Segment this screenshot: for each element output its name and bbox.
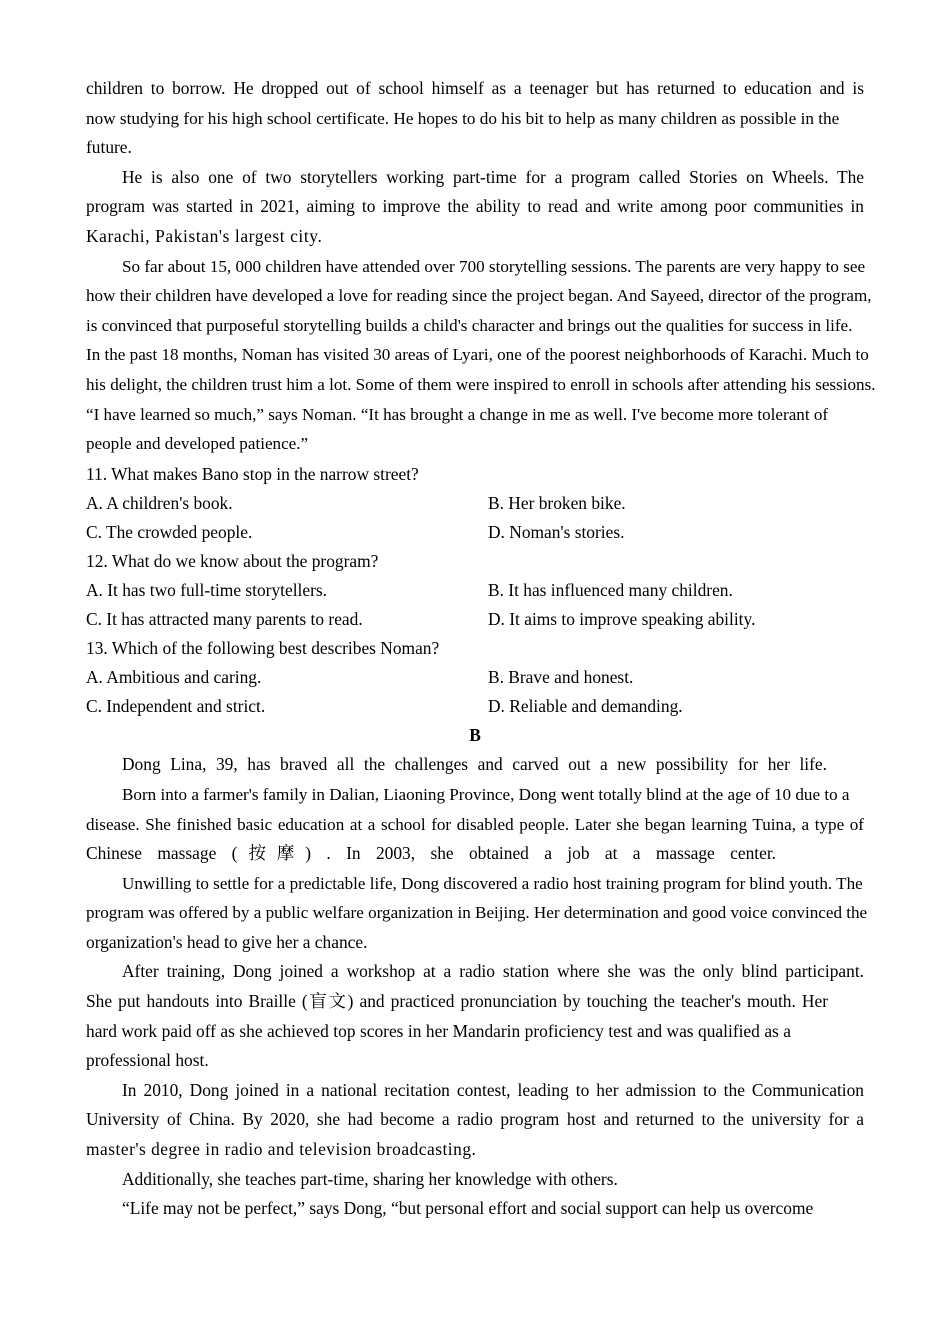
passage-a-paragraph-2 — [86, 163, 864, 252]
question-12 — [86, 547, 864, 634]
question-11-option-d[interactable]: D. Noman's stories. — [488, 521, 625, 542]
question-12-option-row-2 — [86, 605, 864, 634]
text-line: “Life may not be perfect,” says Dong, “but personal effort and social support can help us overcome — [122, 1198, 814, 1219]
question-11-stem: 11. What makes Bano stop in the narrow street? — [86, 463, 419, 484]
section-b-paragraph-3 — [86, 869, 868, 958]
question-11-option-b[interactable]: B. Her broken bike. — [488, 492, 626, 513]
question-13 — [86, 634, 864, 721]
question-12-option-d[interactable]: D. It aims to improve speaking ability. — [488, 608, 756, 629]
text-line: Dong Lina, 39, has braved all the challenges and carved out a new possibility for her life. — [122, 754, 827, 775]
text-line: hard work paid off as she achieved top scores in her Mandarin proficiency test and was qualified as a — [86, 1020, 791, 1041]
passage-a-paragraph-1 — [86, 74, 864, 163]
text-line: how their children have developed a love for reading since the project began. And Sayeed, director of the program, — [86, 286, 872, 306]
question-12-option-c[interactable]: C. It has attracted many parents to read. — [86, 608, 363, 629]
question-13-option-c[interactable]: C. Independent and strict. — [86, 695, 266, 716]
section-b-paragraph-7 — [86, 1194, 864, 1224]
question-11-option-row-1 — [86, 489, 864, 518]
text-line: After training, Dong joined a workshop at a radio station where she was the only blind participant. — [122, 961, 864, 982]
text-line: future. — [86, 137, 132, 158]
text-line: professional host. — [86, 1050, 209, 1071]
question-13-stem: 13. Which of the following best describes Noman? — [86, 637, 440, 658]
text-line: disease. She finished basic education at a school for disabled people. Later she began learning Tuina, a type of — [86, 814, 864, 834]
question-11-option-c[interactable]: C. The crowded people. — [86, 521, 253, 542]
question-13-option-row-2 — [86, 692, 864, 721]
text-line: So far about 15, 000 children have attended over 700 storytelling sessions. The parents are very happy to see — [122, 256, 866, 276]
section-b-paragraph-4 — [86, 957, 864, 1075]
text-line: Born into a farmer's family in Dalian, Liaoning Province, Dong went totally blind at the age of 10 due to a — [122, 784, 850, 804]
text-line: He is also one of two storytellers working part-time for a program called Stories on Wheels. The — [122, 166, 864, 187]
text-line: In 2010, Dong joined in a national recitation contest, leading to her admission to the Communication — [122, 1079, 864, 1100]
text-line: University of China. By 2020, she had become a radio program host and returned to the university for a — [86, 1109, 864, 1130]
question-12-option-b[interactable]: B. It has influenced many children. — [488, 579, 733, 600]
text-line: Unwilling to settle for a predictable life, Dong discovered a radio host training program for blind youth. The — [122, 873, 863, 893]
question-12-option-a[interactable]: A. It has two full-time storytellers. — [86, 579, 328, 600]
page-content — [86, 74, 876, 1224]
text-line: is convinced that purposeful storytelling builds a child's character and brings out the qualities for success in life. — [86, 315, 853, 335]
section-b-paragraph-2 — [86, 780, 864, 869]
text-line: Additionally, she teaches part-time, sharing her knowledge with others. — [122, 1168, 618, 1189]
question-11 — [86, 460, 864, 547]
passage-a-paragraph-3 — [86, 252, 876, 459]
question-11-option-row-2 — [86, 518, 864, 547]
question-12-option-row-1 — [86, 576, 864, 605]
text-line: now studying for his high school certificate. He hopes to do his bit to help as many children as possible in the — [86, 108, 840, 128]
question-12-stem: 12. What do we know about the program? — [86, 550, 379, 571]
question-13-option-d[interactable]: D. Reliable and demanding. — [488, 695, 683, 716]
text-line: In the past 18 months, Noman has visited 30 areas of Lyari, one of the poorest neighborhoods of Karachi. Much to — [86, 345, 869, 365]
section-b-heading: B — [469, 724, 481, 745]
section-b-paragraph-5 — [86, 1076, 864, 1165]
question-13-option-b[interactable]: B. Brave and honest. — [488, 666, 634, 687]
text-line: program was offered by a public welfare organization in Beijing. Her determination and good voice convinced the — [86, 903, 868, 923]
text-line: “I have learned so much,” says Noman. “It has brought a change in me as well. I've become more tolerant of — [86, 404, 829, 424]
text-line: children to borrow. He dropped out of school himself as a teenager but has returned to education and is — [86, 78, 864, 98]
section-b-paragraph-6 — [86, 1165, 864, 1195]
text-line: master's degree in radio and television broadcasting. — [86, 1139, 477, 1160]
question-13-option-row-1 — [86, 663, 864, 692]
question-13-option-a[interactable]: A. Ambitious and caring. — [86, 666, 262, 687]
text-line: people and developed patience.” — [86, 434, 309, 454]
section-b-paragraph-1 — [86, 750, 864, 780]
text-line: his delight, the children trust him a lot. Some of them were inspired to enroll in schools after attending his sessions. — [86, 374, 876, 394]
text-line: She put handouts into Braille (盲文) and practiced pronunciation by touching the teacher's mouth. Her — [86, 991, 828, 1012]
text-line: organization's head to give her a chance. — [86, 931, 368, 952]
text-line: Chinese massage (按摩) . In 2003, she obtained a job at a massage center. — [86, 843, 776, 864]
text-line: Karachi, Pakistan's largest city. — [86, 225, 323, 246]
question-11-option-a[interactable]: A. A children's book. — [86, 492, 233, 513]
text-line: program was started in 2021, aiming to improve the ability to read and write among poor communities in — [86, 196, 864, 217]
